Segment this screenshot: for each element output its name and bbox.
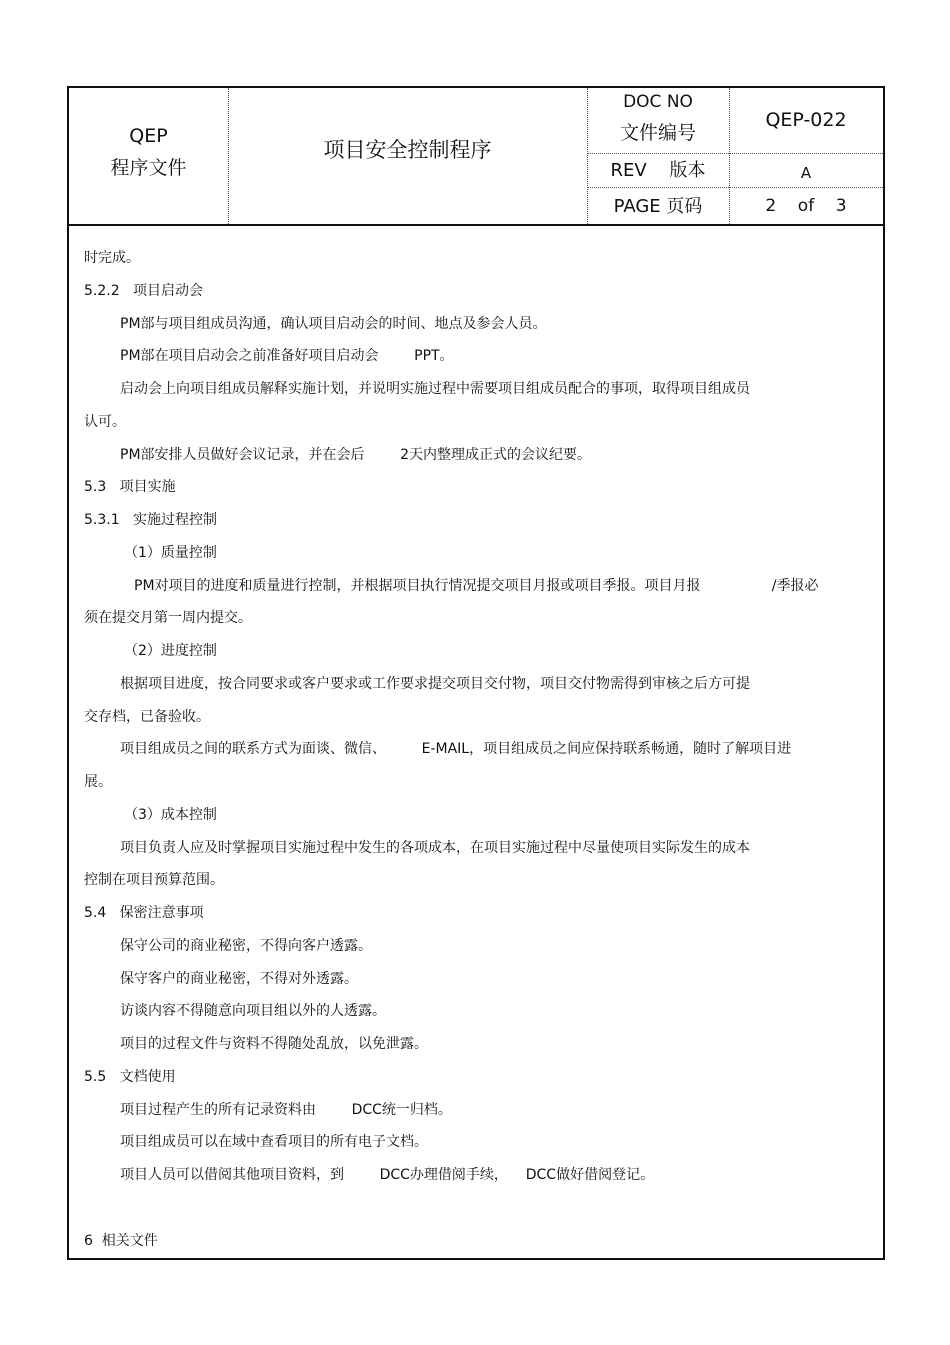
- subsection-heading: （2）进度控制: [124, 643, 217, 659]
- section-heading: 5.2.2 项目启动会: [84, 283, 203, 299]
- rev-value: A: [800, 164, 812, 182]
- document-frame: [67, 86, 885, 1260]
- docno-label-en: DOC NO: [623, 92, 693, 112]
- body-line: 展。: [84, 774, 112, 790]
- body-line: 项目人员可以借阅其他项目资料，到 DCC办理借阅手续， DCC做好借阅登记。: [120, 1167, 655, 1183]
- body-line: PM部在项目启动会之前准备好项目启动会 PPT。: [120, 348, 454, 364]
- body-line: 项目组成员可以在域中查看项目的所有电子文档。: [120, 1134, 428, 1150]
- page-value: 2 of 3: [765, 196, 847, 216]
- body-line: PM对项目的进度和质量进行控制，并根据项目执行情况提交项目月报或项目季报。项目月报 /季报必: [134, 578, 819, 594]
- body-line: 须在提交月第一周内提交。: [84, 610, 252, 626]
- page-label: PAGE 页码: [613, 196, 703, 217]
- body-line: 启动会上向项目组成员解释实施计划，并说明实施过程中需要项目组成员配合的事项，取得项目组成员: [120, 381, 750, 397]
- subsection-heading: （1）质量控制: [124, 545, 217, 561]
- section-heading: 5.5 文档使用: [84, 1069, 176, 1085]
- body-line: 项目的过程文件与资料不得随处乱放，以免泄露。: [120, 1036, 428, 1052]
- section-heading: 5.4 保密注意事项: [84, 905, 204, 921]
- body-line: 控制在项目预算范围。: [84, 872, 224, 888]
- body-line: PM部安排人员做好会议记录，并在会后 2天内整理成正式的会议纪要。: [120, 447, 592, 463]
- subsection-heading: （3）成本控制: [124, 807, 217, 823]
- rev-label: REV 版本: [610, 160, 706, 181]
- body-line: 项目过程产生的所有记录资料由 DCC统一归档。: [120, 1102, 452, 1118]
- body-line: 认可。: [84, 414, 126, 430]
- doc-type: 程序文件: [110, 157, 187, 179]
- header-row-divider: [587, 187, 883, 188]
- body-line: 时完成。: [84, 250, 140, 266]
- doc-title: 项目安全控制程序: [323, 138, 492, 162]
- org-name: QEP: [129, 125, 168, 147]
- body-line: PM部与项目组成员沟通，确认项目启动会的时间、地点及参会人员。: [120, 316, 547, 332]
- body-line: 保守公司的商业秘密，不得向客户透露。: [120, 938, 372, 954]
- body-line: 访谈内容不得随意向项目组以外的人透露。: [120, 1003, 386, 1019]
- body-line: 保守客户的商业秘密，不得对外透露。: [120, 971, 358, 987]
- docno-value: QEP-022: [765, 109, 847, 131]
- body-line: 项目组成员之间的联系方式为面谈、微信、 E-MAIL，项目组成员之间应保持联系畅通，随时了解项目进: [120, 741, 792, 757]
- section-heading: 6 相关文件: [84, 1233, 158, 1249]
- section-heading: 5.3 项目实施: [84, 479, 176, 495]
- body-line: 交存档，已备验收。: [84, 709, 210, 725]
- header-table: [69, 88, 883, 226]
- body-line: 根据项目进度，按合同要求或客户要求或工作要求提交项目交付物，项目交付物需得到审核之后方可提: [120, 676, 750, 692]
- header-row-divider: [587, 153, 883, 154]
- section-heading: 5.3.1 实施过程控制: [84, 512, 217, 528]
- body-line: 项目负责人应及时掌握项目实施过程中发生的各项成本，在项目实施过程中尽量使项目实际发生的成本: [120, 840, 750, 856]
- docno-label-zh: 文件编号: [619, 122, 696, 144]
